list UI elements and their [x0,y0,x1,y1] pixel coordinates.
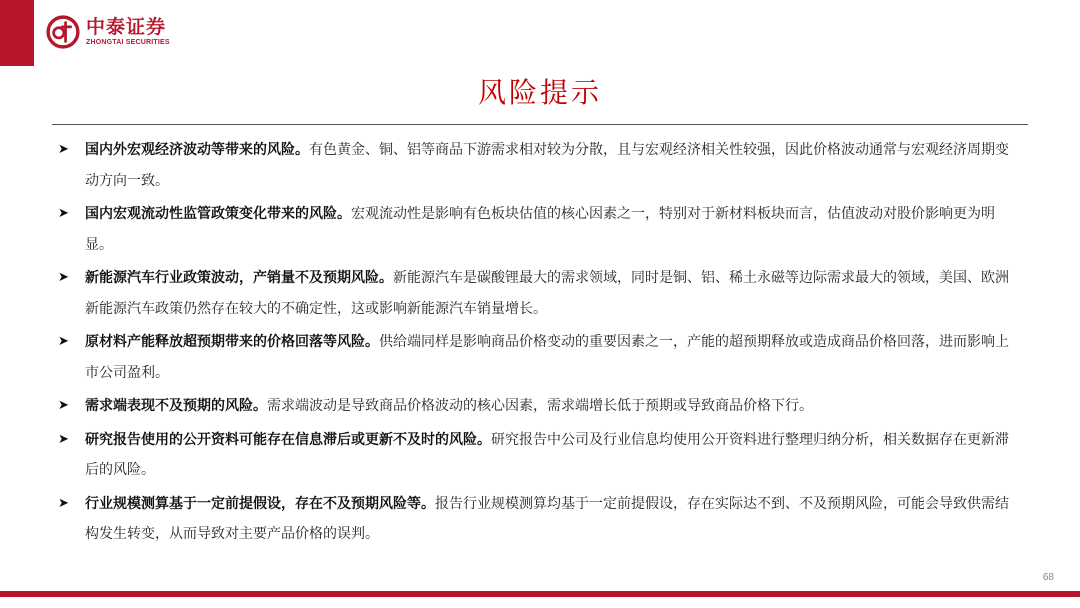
risk-item [58,199,1022,260]
risk-item [58,425,1022,486]
risk-body: 供给端同样是影响商品价格变动的重要因素之一，产能的超预期释放或造成商品价格回落，进而影响上市公司盈利。 [85,334,1009,381]
risk-item [58,263,1022,324]
risk-item [58,135,1022,196]
risk-heading: 原材料产能释放超预期带来的价格回落等风险。 [85,334,379,350]
arrow-bullet-icon: ➤ [58,334,69,349]
page-number: 68 [1042,572,1054,583]
risk-heading: 行业规模测算基于一定前提假设，存在不及预期风险等。 [85,495,435,512]
company-logo [46,14,170,50]
arrow-bullet-icon: ➤ [58,206,69,221]
risk-body: 需求端波动是导致商品价格波动的核心因素，需求端增长低于预期或导致商品价格下行。 [267,398,813,414]
footer-accent-bar [0,591,1080,597]
logo-name-cn: 中泰证券 [86,16,167,38]
risk-heading: 国内外宏观经济波动等带来的风险。 [85,142,309,158]
risk-body: 报告行业规模测算均基于一定前提假设，存在实际达不到、不及预期风险，可能会导致供需结构发生转变，从而导致对主要产品价格的误判。 [85,495,1009,542]
zhongtai-logo-icon [46,15,80,49]
arrow-bullet-icon: ➤ [58,398,69,413]
title-divider [52,124,1028,125]
risk-heading: 新能源汽车行业政策波动，产销量不及预期风险。 [85,270,393,286]
risk-list [58,135,1022,553]
arrow-bullet-icon: ➤ [58,270,69,285]
risk-heading: 需求端表现不及预期的风险。 [85,398,267,414]
arrow-bullet-icon: ➤ [58,495,69,511]
risk-body: 研究报告中公司及行业信息均使用公开资料进行整理归纳分析，相关数据存在更新滞后的风险。 [85,431,1009,478]
risk-heading: 研究报告使用的公开资料可能存在信息滞后或更新不及时的风险。 [85,431,491,448]
risk-heading: 国内宏观流动性监管政策变化带来的风险。 [85,206,351,222]
page-title: 风险提示 [477,76,602,109]
risk-item [58,391,1022,422]
logo-name-en: ZHONGTAI SECURITIES [86,39,170,46]
risk-body: 有色黄金、铜、铝等商品下游需求相对较为分散，且与宏观经济相关性较强，因此价格波动通常与宏观经济周期变动方向一致。 [85,142,1009,189]
risk-body: 宏观流动性是影响有色板块估值的核心因素之一，特别对于新材料板块而言，估值波动对股价影响更为明显。 [85,206,995,253]
arrow-bullet-icon: ➤ [58,431,69,447]
arrow-bullet-icon: ➤ [58,142,69,157]
header-accent-bar [0,0,34,66]
risk-item [58,489,1022,550]
risk-item [58,327,1022,388]
risk-body: 新能源汽车是碳酸锂最大的需求领域，同时是铜、铝、稀土永磁等边际需求最大的领域，美国、欧洲新能源汽车政策仍然存在较大的不确定性，这或影响新能源汽车销量增长。 [85,270,1009,317]
